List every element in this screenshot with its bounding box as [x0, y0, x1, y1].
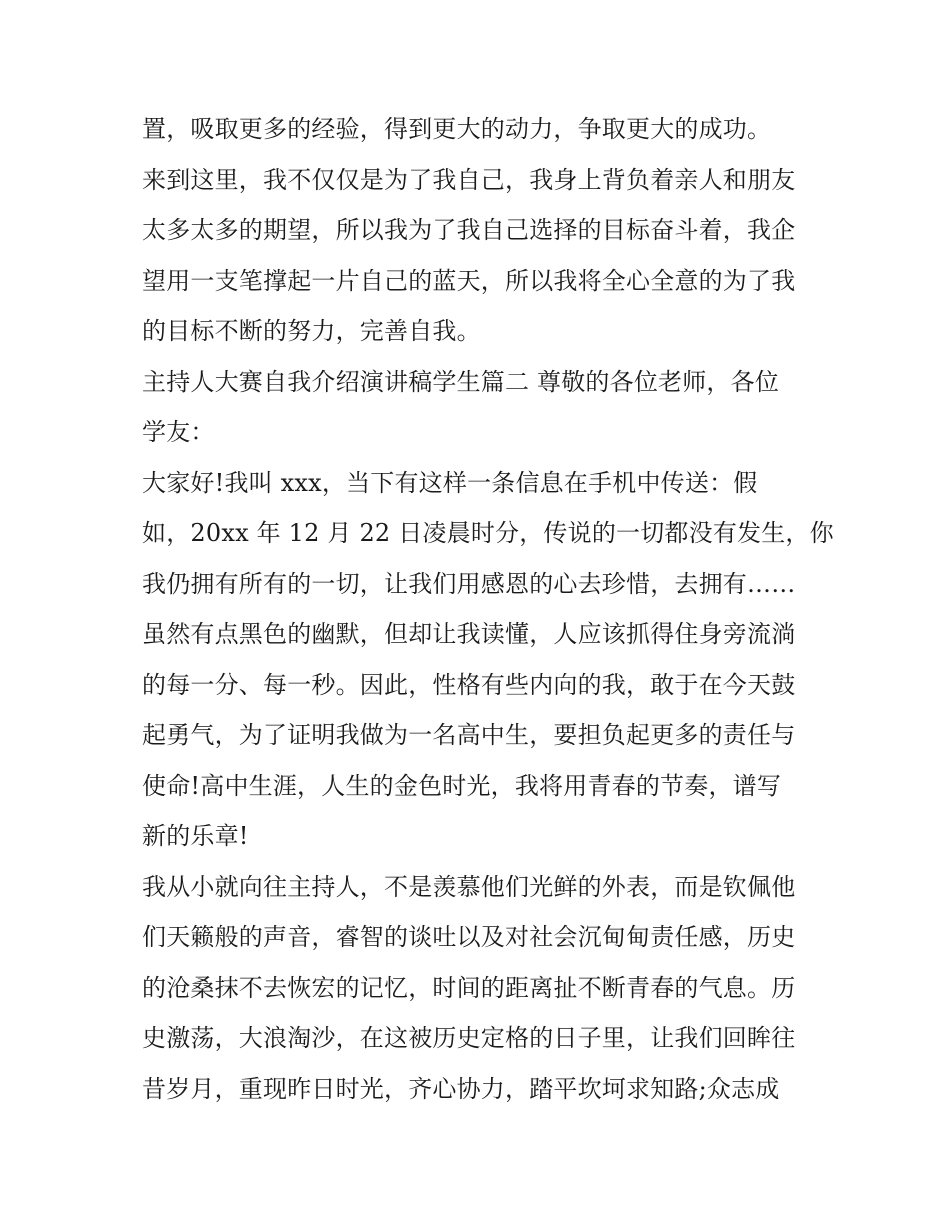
text-line: 大家好!我叫 xxx，当下有这样一条信息在手机中传送：假: [142, 468, 758, 497]
text-line: 虽然有点黑色的幽默，但却让我读懂，人应该抓得住身旁流淌: [142, 620, 796, 648]
text-line: 主持人大赛自我介绍演讲稿学生篇二 尊敬的各位老师，各位: [142, 367, 780, 396]
text-line: 我仍拥有所有的一切，让我们用感恩的心去珍惜，去拥有……: [142, 569, 796, 598]
text-line: 来到这里，我不仅仅是为了我自己，我身上背负着亲人和朋友: [142, 165, 796, 194]
text-line: 学友：: [142, 418, 215, 446]
text-line: 太多太多的期望，所以我为了我自己选择的目标奋斗着，我企: [142, 216, 796, 244]
text-line: 起勇气，为了证明我做为一名高中生，要担负起更多的责任与: [142, 721, 796, 749]
text-line: 的目标不断的努力，完善自我。: [142, 317, 481, 345]
text-line: 史激荡，大浪淘沙，在这被历史定格的日子里，让我们回眸往: [142, 1024, 796, 1052]
text-line: 们天籁般的声音，睿智的谈吐以及对社会沉甸甸责任感，历史: [142, 923, 796, 951]
text-line: 的沧桑抹不去恢宏的记忆，时间的距离扯不断青春的气息。历: [142, 973, 796, 1002]
text-line: 如，20xx 年 12 月 22 日凌晨时分，传说的一切都没有发生，你: [142, 519, 834, 547]
text-line: 望用一支笔撑起一片自己的蓝天，所以我将全心全意的为了我: [142, 266, 796, 295]
text-line: 新的乐章!: [142, 822, 249, 850]
text-line: 的每一分、每一秒。因此，性格有些内向的我，敢于在今天鼓: [142, 670, 796, 699]
text-line: 我从小就向往主持人，不是羡慕他们光鲜的外表，而是钦佩他: [142, 872, 796, 901]
text-line: 置，吸取更多的经验，得到更大的动力，争取更大的成功。: [142, 115, 772, 143]
text-line: 昔岁月，重现昨日时光，齐心协力，踏平坎坷求知路;众志成: [142, 1074, 780, 1103]
text-line: 使命!高中生涯，人生的金色时光，我将用青春的节奏，谱写: [142, 771, 782, 800]
document-body: [142, 108, 834, 1118]
